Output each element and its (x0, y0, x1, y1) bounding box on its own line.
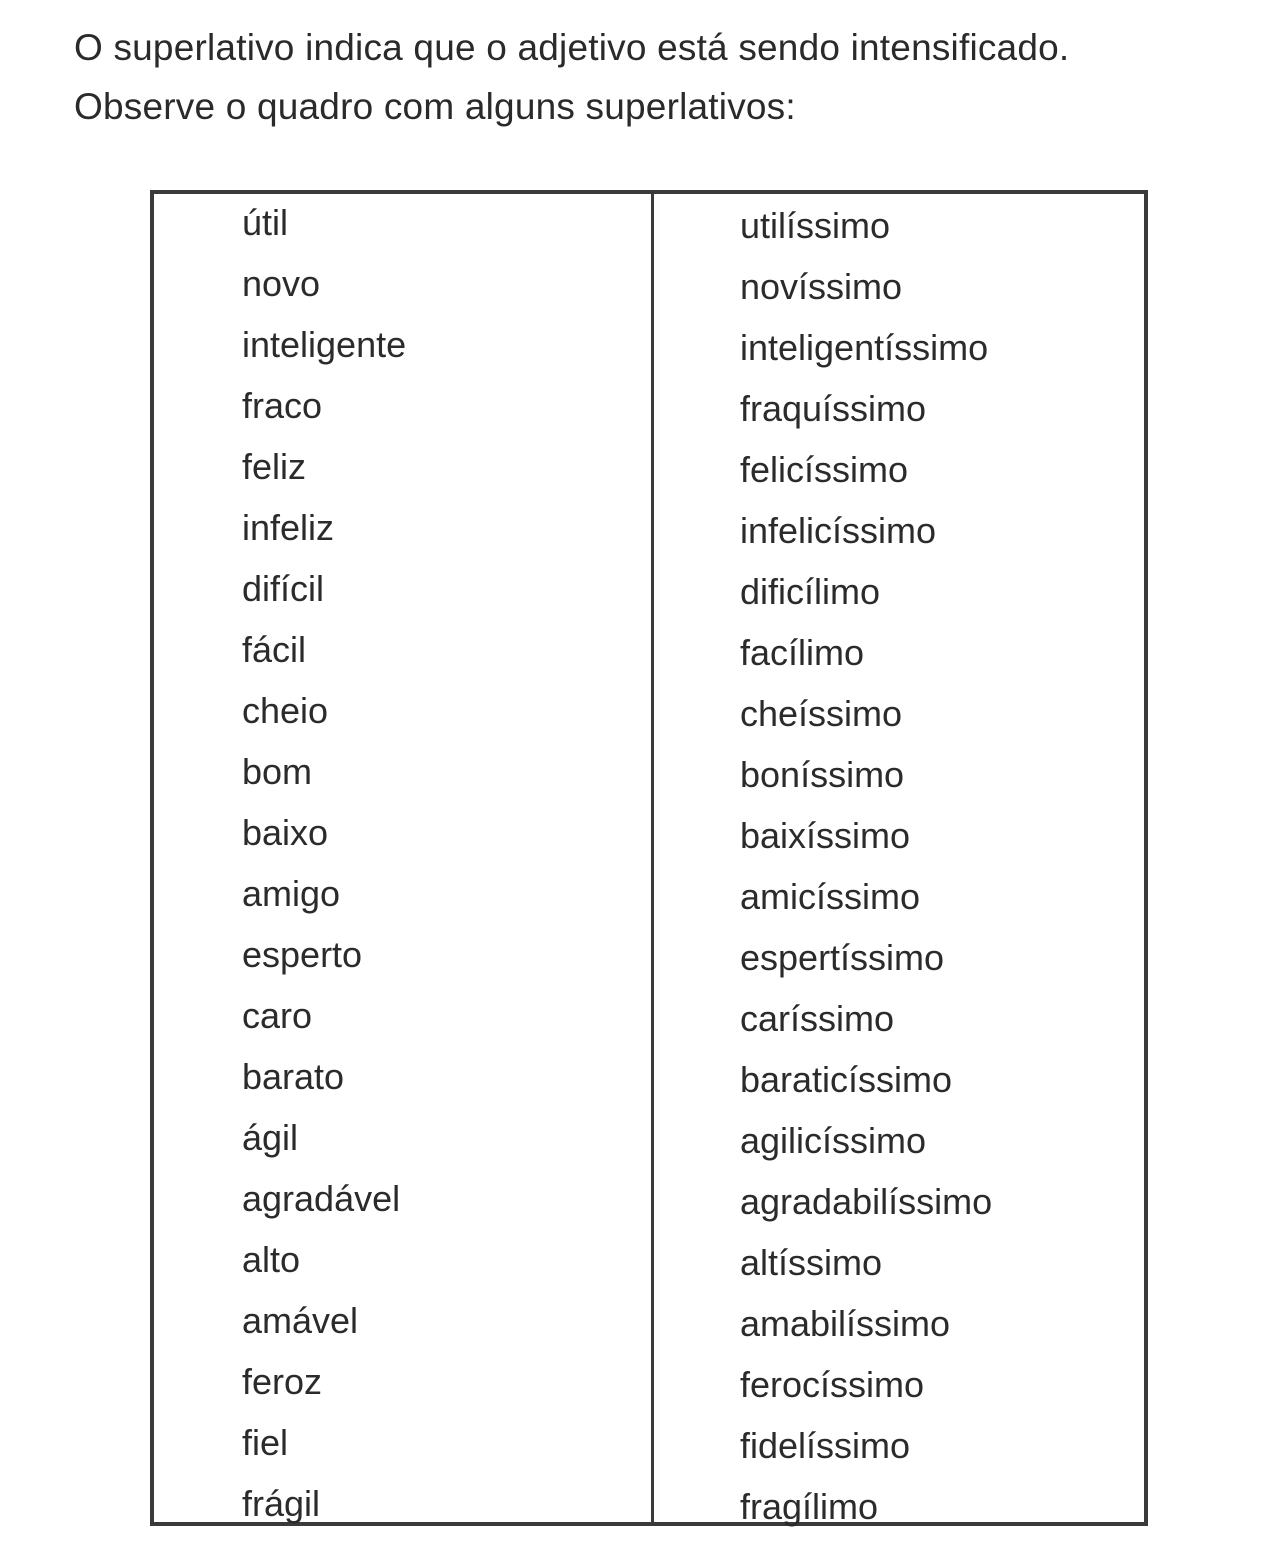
adjective-cell: agradável (242, 1178, 401, 1219)
superlative-cell: novíssimo (740, 266, 903, 307)
adjective-cell: baixo (242, 812, 329, 853)
superlative-cell: fraquíssimo (740, 388, 927, 429)
superlative-cell: boníssimo (740, 754, 905, 795)
superlative-cell: caríssimo (740, 998, 895, 1039)
superlative-cell: baixíssimo (740, 815, 911, 856)
superlatives-table (150, 190, 1148, 1526)
superlative-cell: agradabilíssimo (740, 1181, 993, 1222)
superlative-cell: amabilíssimo (740, 1303, 951, 1344)
adjective-cell: inteligente (242, 324, 407, 365)
adjective-cell: amigo (242, 873, 341, 914)
superlative-cell: agilicíssimo (740, 1120, 927, 1161)
superlative-cell: fidelíssimo (740, 1425, 911, 1466)
superlative-cell: facílimo (740, 632, 865, 673)
intro-line-1: O superlativo indica que o adjetivo está sendo intensificado. (74, 27, 1070, 68)
adjective-cell: amável (242, 1300, 359, 1341)
adjective-cell: fraco (242, 385, 323, 426)
superlative-cell: espertíssimo (740, 937, 945, 978)
adjective-cell: fácil (242, 629, 307, 670)
adjective-cell: feroz (242, 1361, 323, 1402)
adjective-cell: infeliz (242, 507, 335, 548)
adjective-cell: difícil (242, 568, 325, 609)
adjective-cell: ágil (242, 1117, 299, 1158)
superlative-cell: utilíssimo (740, 205, 891, 246)
intro-line-2: Observe o quadro com alguns superlativos: (74, 86, 796, 127)
adjective-cell: bom (242, 751, 313, 792)
adjective-cell: caro (242, 995, 313, 1036)
adjective-cell: barato (242, 1056, 345, 1097)
superlative-cell: baraticíssimo (740, 1059, 953, 1100)
adjective-cell: cheio (242, 690, 329, 731)
superlative-cell: infelicíssimo (740, 510, 937, 551)
superlative-cell: fragílimo (740, 1486, 879, 1527)
adjective-cell: novo (242, 263, 321, 304)
intro-text (74, 18, 1224, 136)
superlative-cell: inteligentíssimo (740, 327, 989, 368)
superlative-cell: dificílimo (740, 571, 881, 612)
adjective-cell: fiel (242, 1422, 289, 1463)
superlative-cell: cheíssimo (740, 693, 903, 734)
superlative-cell: felicíssimo (740, 449, 909, 490)
adjective-cell: frágil (242, 1483, 321, 1524)
adjectives-column (242, 192, 406, 1534)
superlatives-column (740, 195, 992, 1537)
adjective-cell: alto (242, 1239, 301, 1280)
superlative-cell: altíssimo (740, 1242, 883, 1283)
column-divider (651, 194, 654, 1522)
superlative-cell: amicíssimo (740, 876, 921, 917)
adjective-cell: esperto (242, 934, 363, 975)
adjective-cell: útil (242, 202, 289, 243)
superlative-cell: ferocíssimo (740, 1364, 925, 1405)
adjective-cell: feliz (242, 446, 307, 487)
